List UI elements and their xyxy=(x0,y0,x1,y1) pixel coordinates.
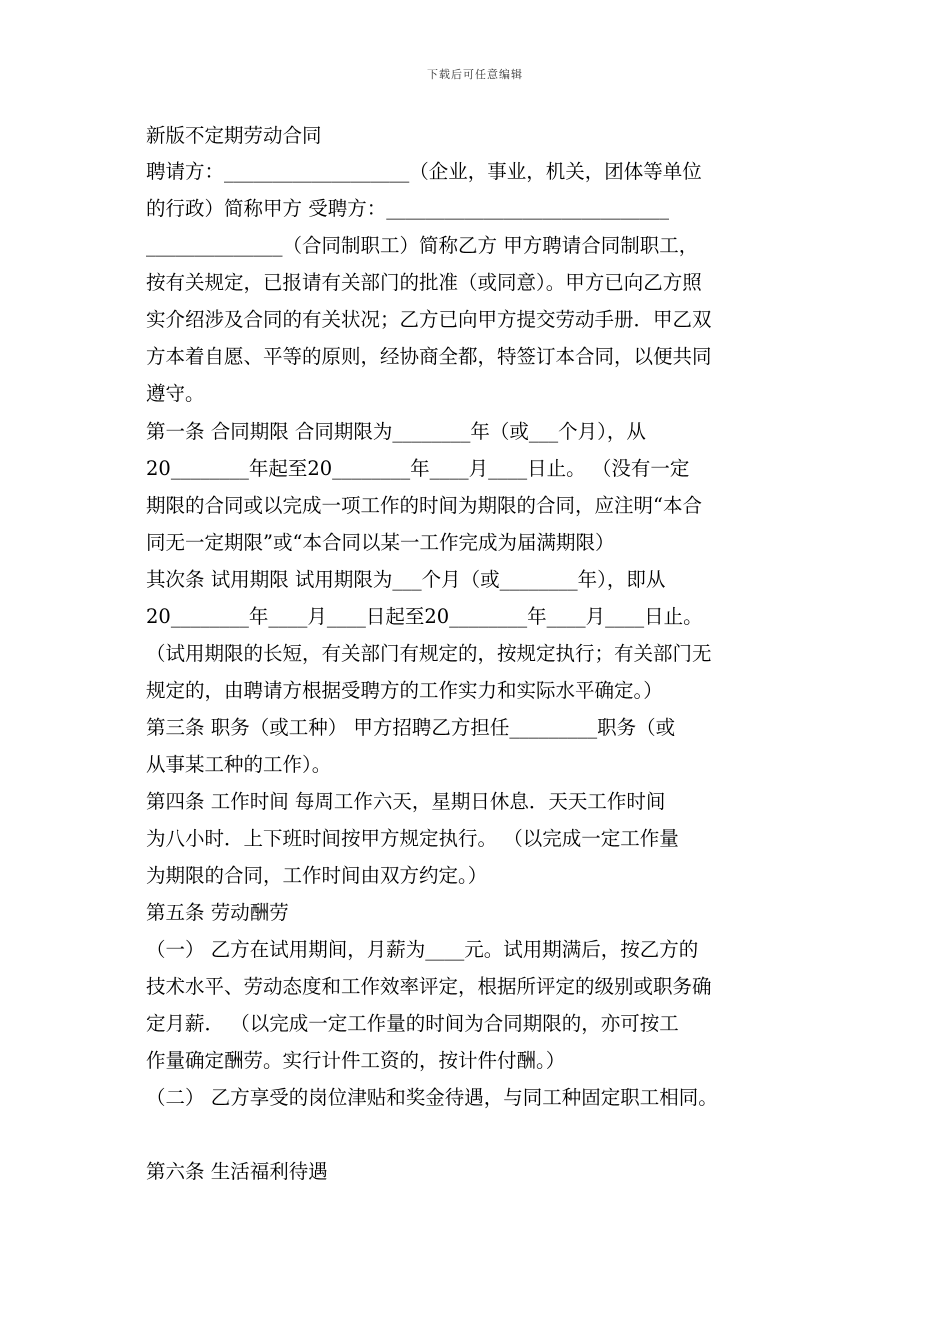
doc-line: 定月薪． （以完成一定工作量的时间为合同期限的，亦可按工 xyxy=(146,1012,679,1035)
article-1-heading: 第一条 合同期限 合同期限为________年（或___个月），从 xyxy=(146,420,646,443)
article-4-heading: 第四条 工作时间 每周工作六天，星期日休息．天天工作时间 xyxy=(146,790,666,813)
doc-line: （试用期限的长短，有关部门有规定的，按规定执行；有关部门无 xyxy=(146,642,712,665)
document-title: 新版不定期劳动合同 xyxy=(146,124,322,147)
article-6-heading: 第六条 生活福利待遇 xyxy=(146,1160,328,1183)
doc-line: 为期限的合同，工作时间由双方约定。） xyxy=(146,864,488,887)
article-3-heading: 第三条 职务（或工种） 甲方招聘乙方担任_________职务（或 xyxy=(146,716,676,739)
doc-line: 聘请方：___________________（企业，事业，机关，团体等单位 xyxy=(146,160,702,183)
doc-line: 期限的合同或以完成一项工作的时间为期限的合同，应注明“本合 xyxy=(146,494,702,517)
doc-line: 遵守。 xyxy=(146,382,205,405)
doc-line: 为八小时．上下班时间按甲方规定执行。 （以完成一定工作量 xyxy=(146,827,679,850)
doc-line: 实介绍涉及合同的有关状况；乙方已向甲方提交劳动手册．甲乙双 xyxy=(146,308,712,331)
doc-line: ______________（合同制职工）简称乙方 甲方聘请合同制职工， xyxy=(146,234,699,257)
doc-line: 按有关规定，已报请有关部门的批准（或同意）。甲方已向乙方照 xyxy=(146,271,702,294)
doc-line: 方本着自愿、平等的原则，经协商全都，特签订本合同，以便共同 xyxy=(146,345,712,368)
doc-line: （二） 乙方享受的岗位津贴和奖金待遇，与同工种固定职工相同。 xyxy=(146,1086,718,1109)
doc-line: 的行政）简称甲方 受聘方：_____________________________ xyxy=(146,197,669,220)
doc-line: 规定的，由聘请方根据受聘方的工作实力和实际水平确定。） xyxy=(146,679,663,702)
doc-line: 同无一定期限”或“本合同以某一工作完成为届满期限） xyxy=(146,531,615,554)
doc-line: 技术水平、劳动态度和工作效率评定，根据所评定的级别或职务确 xyxy=(146,975,712,998)
article-2-heading: 其次条 试用期限 试用期限为___个月（或________年），即从 xyxy=(146,568,666,591)
doc-line: （一） 乙方在试用期间，月薪为____元。试用期满后，按乙方的 xyxy=(146,938,699,961)
doc-line: 作量确定酬劳。实行计件工资的，按计件付酬。） xyxy=(146,1049,566,1072)
doc-line: 20________年起至20________年____月____日止。 （没有一定 xyxy=(146,457,690,480)
doc-line: 从事某工种的工作）。 xyxy=(146,753,332,776)
page-header-note: 下载后可任意编辑 xyxy=(427,68,523,81)
article-5-heading: 第五条 劳动酬劳 xyxy=(146,901,289,924)
doc-line: 20________年____月____日起至20________年____月____日止。 xyxy=(146,605,703,628)
